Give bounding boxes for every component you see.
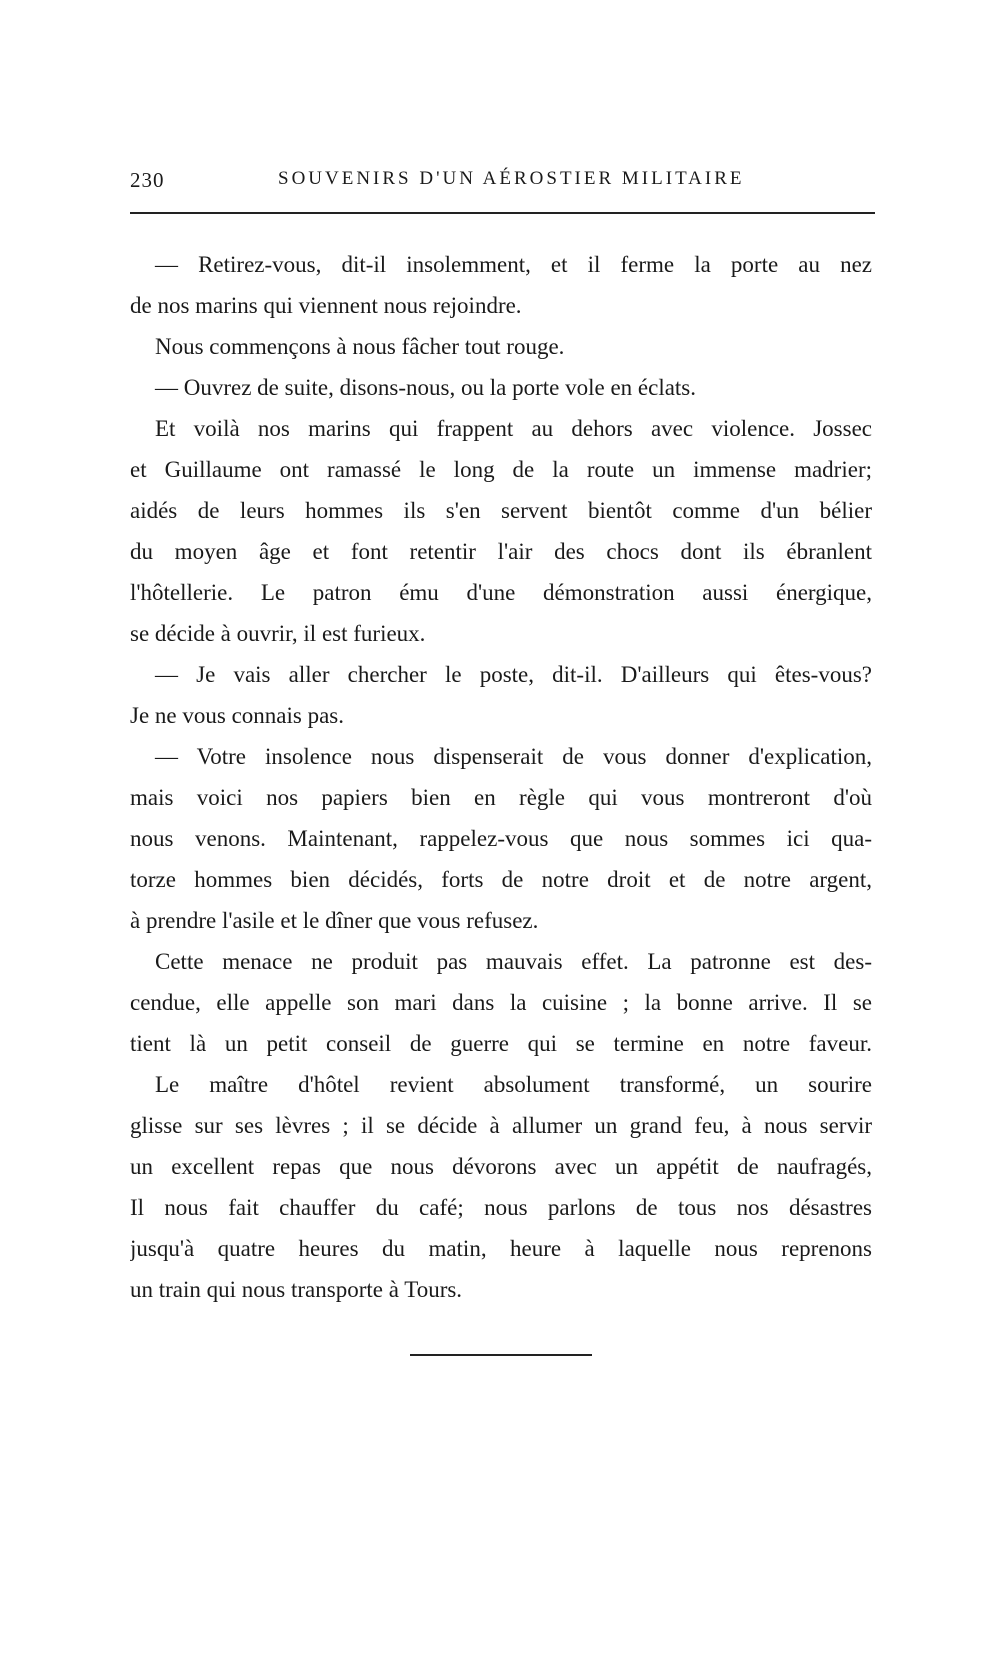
text-line: — Retirez-vous, dit-il insolemment, et il ferme la porte au nez	[155, 252, 872, 277]
text-line: — Je vais aller chercher le poste, dit-il. D'ailleurs qui êtes-vous?	[155, 662, 872, 687]
end-rule	[410, 1354, 592, 1356]
running-title: SOUVENIRS D'UN AÉROSTIER MILITAIRE	[278, 168, 745, 189]
body-text	[130, 244, 872, 1310]
text-line: à prendre l'asile et le dîner que vous refusez.	[130, 908, 539, 933]
text-line: Cette menace ne produit pas mauvais effet. La patronne est des-	[155, 949, 872, 974]
text-line: Nous commençons à nous fâcher tout rouge.	[155, 334, 565, 359]
header-rule	[130, 212, 875, 214]
page-header	[130, 168, 875, 198]
text-line: torze hommes bien décidés, forts de notre droit et de notre argent,	[130, 867, 872, 892]
text-line: nous venons. Maintenant, rappelez-vous que nous sommes ici qua-	[130, 826, 872, 851]
text-line: et Guillaume ont ramassé le long de la route un immense madrier;	[130, 457, 872, 482]
text-line: Il nous fait chauffer du café; nous parlons de tous nos désastres	[130, 1195, 872, 1220]
text-line: — Votre insolence nous dispenserait de vous donner d'explication,	[155, 744, 872, 769]
text-line: aidés de leurs hommes ils s'en servent bientôt comme d'un bélier	[130, 498, 872, 523]
text-line: de nos marins qui viennent nous rejoindre.	[130, 293, 522, 318]
text-line: glisse sur ses lèvres ; il se décide à allumer un grand feu, à nous servir	[130, 1113, 872, 1138]
page-number: 230	[130, 168, 165, 192]
text-line: mais voici nos papiers bien en règle qui vous montreront d'où	[130, 785, 872, 810]
text-line: se décide à ouvrir, il est furieux.	[130, 621, 426, 646]
text-line: un excellent repas que nous dévorons avec un appétit de naufragés,	[130, 1154, 872, 1179]
text-line: cendue, elle appelle son mari dans la cuisine ; la bonne arrive. Il se	[130, 990, 872, 1015]
text-line: — Ouvrez de suite, disons-nous, ou la porte vole en éclats.	[155, 375, 697, 400]
text-line: Et voilà nos marins qui frappent au dehors avec violence. Jossec	[155, 416, 872, 441]
text-line: l'hôtellerie. Le patron ému d'une démonstration aussi énergique,	[130, 580, 872, 605]
text-line: Je ne vous connais pas.	[130, 703, 344, 728]
text-line: du moyen âge et font retentir l'air des chocs dont ils ébranlent	[130, 539, 872, 564]
text-line: tient là un petit conseil de guerre qui se termine en notre faveur.	[130, 1031, 872, 1056]
text-line: jusqu'à quatre heures du matin, heure à laquelle nous reprenons	[130, 1236, 872, 1261]
text-line: un train qui nous transporte à Tours.	[130, 1277, 463, 1302]
text-line: Le maître d'hôtel revient absolument transformé, un sourire	[155, 1072, 872, 1097]
